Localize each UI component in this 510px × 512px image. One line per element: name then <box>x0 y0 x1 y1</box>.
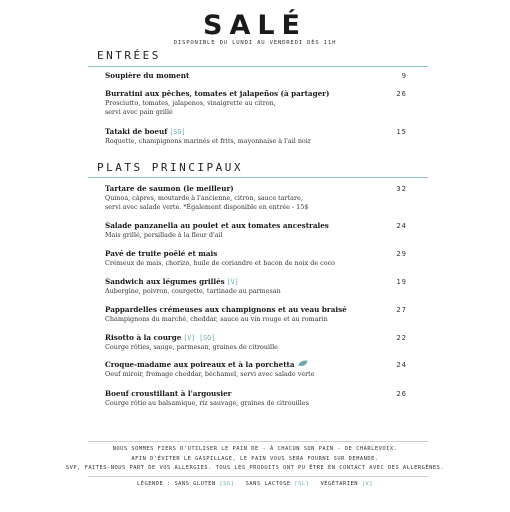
legend-label: LÉGENDE : <box>136 481 171 487</box>
menu-item-risotto <box>105 333 407 352</box>
item-price: 15 <box>396 127 407 136</box>
item-description: Oeuf miroir, fromage cheddar, béchamel, servi avec salade verte <box>105 370 315 378</box>
legend-veg: VÉGÉTARIEN <box>320 481 359 487</box>
item-description: Crémeux de mais, chorizo, huile de coriandre et bacon de noix de coco <box>105 259 336 267</box>
menu-item-pappardelles <box>105 305 407 324</box>
item-description: Champignons du marché, cheddar, sauce au vin rouge et au romarin <box>105 315 328 323</box>
menu-item-sandwich <box>105 277 407 296</box>
item-price: 9 <box>401 71 407 80</box>
legend-lactose: SANS LACTOSE <box>245 481 291 487</box>
item-description: Courge rôtie au balsamique, riz sauvage, graines de citrouilles <box>105 399 309 407</box>
footer-allergy-note: SVP, FAITES-NOUS PART DE VOS ALLERGIES. TOUS LES PRODUITS ONT PU ÊTRE EN CONTACT AVEC DES ALLERGÈNES. <box>65 465 445 471</box>
menu-item-burratini <box>105 89 407 116</box>
item-name: Salade panzanella au poulet et aux tomates ancestrales <box>105 221 329 230</box>
item-name: Croque-madame aux poireaux et à la porchetta <box>105 360 295 369</box>
legend-gluten: SANS GLUTEN <box>174 481 216 487</box>
item-price: 26 <box>396 89 407 98</box>
item-price: 19 <box>396 277 407 286</box>
item-price: 26 <box>396 389 407 398</box>
section-divider-plats <box>88 177 428 178</box>
page-subtitle: DISPONIBLE DU LUNDI AU VENDREDI DÈS 11H <box>173 40 337 46</box>
item-description: servi avec pain grillé <box>105 107 173 116</box>
item-description: Quinoa, câpres, moutarde à l'ancienne, citron, sauce tartare, <box>105 194 303 202</box>
item-name: Tartare de saumon (le meilleur) <box>105 184 234 193</box>
legend <box>0 481 510 487</box>
item-price: 32 <box>396 184 407 193</box>
item-description: Mais grillé, persillade à la fleur d'ail <box>105 231 223 239</box>
item-description: Aubergine, poivron, courgette, tartinade au parmesan <box>105 287 281 295</box>
section-divider-entrees <box>88 66 428 67</box>
item-name: Soupière du moment <box>105 71 190 80</box>
footer-bread-note: NOUS SOMMES FIERS D'UTILISER LE PAIN DE - À CHACUN SON PAIN - DE CHARLEVOIX. <box>112 446 398 452</box>
item-price: 22 <box>396 333 407 342</box>
dietary-tag: [V] [SG] <box>183 334 216 342</box>
item-name: Pappardelles crémeuses aux champignons et au veau braisé <box>105 305 347 314</box>
footer-waste-note: AFIN D'ÉVITER LE GASPILLAGE, LE PAIN VOUS SERA FOURNI SUR DEMANDE. <box>131 456 379 462</box>
footer-divider-2 <box>88 476 428 477</box>
item-name: Boeuf croustillant à l'argousier <box>105 389 232 398</box>
item-price: 24 <box>396 360 407 369</box>
legend-gluten-tag: [SG] <box>219 481 235 487</box>
item-price: 27 <box>396 305 407 314</box>
item-name: Sandwich aux légumes grillés <box>105 277 225 286</box>
menu-item-truite <box>105 249 407 268</box>
item-description: Courge rôties, sauge, parmesan, graines de citrouille <box>105 343 278 351</box>
menu-item-soupiere <box>105 71 407 81</box>
item-description: servi avec salade verte. *Également disponible en entrée - 15$ <box>105 202 309 211</box>
menu-item-panzanella <box>105 221 407 240</box>
page-title: SALÉ <box>203 10 307 41</box>
legend-lactose-tag: [SL] <box>294 481 310 487</box>
item-name: Burratini aux pêches, tomates et jalapeños (à partager) <box>105 89 330 98</box>
menu-item-tataki <box>105 127 407 146</box>
section-title-plats: PLATS PRINCIPAUX <box>97 161 243 174</box>
section-title-entrees: ENTRÉES <box>97 49 161 62</box>
menu-item-tartare <box>105 184 407 211</box>
footer-divider <box>88 441 428 442</box>
dietary-tag: [SG] <box>169 128 186 136</box>
item-price: 29 <box>396 249 407 258</box>
item-name: Risotto à la courge <box>105 333 182 342</box>
menu-item-croque-madame <box>105 360 407 379</box>
menu-item-boeuf-croustillant <box>105 389 407 408</box>
leaf-icon <box>298 360 308 370</box>
item-name: Tataki de boeuf <box>105 127 168 136</box>
item-price: 24 <box>396 221 407 230</box>
item-description: Prosciutto, tomates, jalapenos, vinaigrette au citron, <box>105 99 276 107</box>
item-description: Roquette, champignons marinés et frits, mayonnaise à l'ail noir <box>105 137 311 145</box>
dietary-tag: [V] <box>226 278 239 286</box>
legend-veg-tag: [V] <box>361 481 374 487</box>
item-name: Pavé de truite poêlé et mais <box>105 249 218 258</box>
